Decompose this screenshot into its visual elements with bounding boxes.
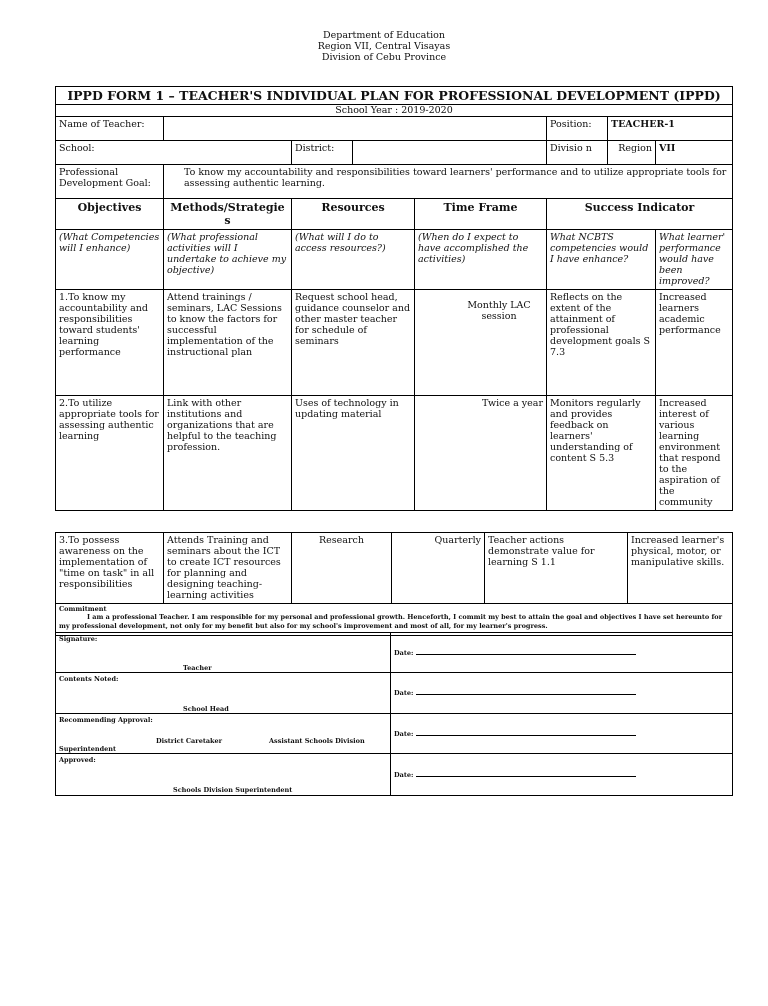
row3-objective: 3.To possess awareness on the implementation of "time on task" in all responsibilities xyxy=(56,533,164,604)
row3-learner: Increased learner's physical, motor, or manipulative skills. xyxy=(628,533,733,604)
row2-time: Twice a year xyxy=(415,396,547,511)
position-label: Position: xyxy=(547,117,608,141)
row3-time: Quarterly xyxy=(392,533,485,604)
prompt-ncbts: What NCBTS competencies would I have enhance? xyxy=(547,230,656,290)
prompt-objectives: (What Competencies will I enhance) xyxy=(56,230,164,290)
row1-learner: Increased learners academic performance xyxy=(656,290,733,396)
date-line[interactable] xyxy=(416,694,636,695)
school-label: School: xyxy=(56,141,292,165)
commitment-section xyxy=(56,604,733,636)
date-label: Date: xyxy=(394,689,414,697)
date-label: Date: xyxy=(394,648,414,657)
commitment-label: Commitment xyxy=(59,605,107,613)
col-resources: Resources xyxy=(292,199,415,230)
prompt-resources: (What will I do to access resources?) xyxy=(292,230,415,290)
col-objectives: Objectives xyxy=(56,199,164,230)
district-field[interactable] xyxy=(353,141,547,165)
signature-label: Signature: xyxy=(59,635,98,643)
region-label: Region xyxy=(608,141,656,165)
commitment-text: I am a professional Teacher. I am responsible for my personal and professional growth. Henceforth, I commit my best to attain the goal and objectives I have set hereunto for my professional development, not only for my benefit but also for my school's improvement and most of all, for my learner's progress. xyxy=(59,613,723,630)
recommending-label: Recommending Approval: xyxy=(59,716,153,724)
region-line: Region VII, Central Visayas xyxy=(317,41,451,52)
prompt-time-frame: (When do I expect to have accomplished the activities) xyxy=(415,230,547,290)
approved-cell xyxy=(56,754,391,796)
row2-ncbts: Monitors regularly and provides feedback on learners' understanding of content S 5.3 xyxy=(547,396,656,511)
district-label: District: xyxy=(292,141,353,165)
prompt-learner: What learner' performance would have been improved? xyxy=(656,230,733,290)
school-year: School Year : 2019-2020 xyxy=(56,105,733,117)
goal-label: Professional Development Goal: xyxy=(56,165,164,199)
name-field[interactable] xyxy=(164,117,547,141)
row3-ncbts: Teacher actions demonstrate value for learning S 1.1 xyxy=(485,533,628,604)
row3-method: Attends Training and seminars about the ICT to create ICT resources for planning and designing teaching-learning activities xyxy=(164,533,292,604)
row1-resource: Request school head, guidance counselor and other master teacher for schedule of seminars xyxy=(292,290,415,396)
superintendent-caption: Superintendent xyxy=(59,745,116,753)
table-row xyxy=(56,533,733,604)
position-field[interactable]: TEACHER-1 xyxy=(608,117,733,141)
row1-time: Monthly LAC session xyxy=(415,290,547,396)
department-line: Department of Education xyxy=(323,30,445,41)
sds-caption: Schools Division Superintendent xyxy=(173,786,293,794)
row1-method: Attend trainings / seminars, LAC Sessions to know the factors for successful implementation of the instructional plan xyxy=(164,290,292,396)
table-row xyxy=(56,290,733,396)
row2-objective: 2.To utilize appropriate tools for assessing authentic learning xyxy=(56,396,164,511)
date-cell-4 xyxy=(391,754,733,796)
division-label: Divisio n xyxy=(547,141,608,165)
contents-noted-cell xyxy=(56,673,391,714)
name-label: Name of Teacher: xyxy=(56,117,164,141)
asst-sds-caption: Assistant Schools Division xyxy=(269,737,365,745)
date-cell-3 xyxy=(391,714,733,754)
col-time-frame: Time Frame xyxy=(415,199,547,230)
district-caretaker-caption: District Caretaker xyxy=(156,737,223,745)
signature-cell xyxy=(56,633,391,673)
date-cell-2 xyxy=(391,673,733,714)
approved-label: Approved: xyxy=(59,756,96,764)
row2-learner: Increased interest of various learning environment that respond to the aspiration of the community xyxy=(656,396,733,511)
form-title: IPPD FORM 1 – TEACHER'S INDIVIDUAL PLAN FOR PROFESSIONAL DEVELOPMENT (IPPD) xyxy=(56,87,733,105)
date-label: Date: xyxy=(394,729,414,738)
division-line: Division of Cebu Province xyxy=(321,52,447,63)
col-success-indicator: Success Indicator xyxy=(547,199,733,230)
ippd-table-lower xyxy=(55,532,733,636)
goal-text: To know my accountability and responsibilities toward learners' performance and to utilize appropriate tools for assessing authentic learning. xyxy=(164,165,733,199)
teacher-caption: Teacher xyxy=(183,664,212,672)
col-methods: Methods/Strategie s xyxy=(164,199,292,230)
school-head-caption: School Head xyxy=(183,705,229,713)
date-label: Date: xyxy=(394,770,414,779)
prompt-methods: (What professional activities will I undertake to achieve my objective) xyxy=(164,230,292,290)
row3-resource: Research xyxy=(292,533,392,604)
signature-table xyxy=(55,632,733,796)
date-cell-1 xyxy=(391,633,733,673)
region-field[interactable]: VII xyxy=(656,141,733,165)
date-line[interactable] xyxy=(416,735,636,736)
date-line[interactable] xyxy=(416,654,636,655)
date-line[interactable] xyxy=(416,776,636,777)
row2-method: Link with other institutions and organizations that are helpful to the teaching profession. xyxy=(164,396,292,511)
row1-ncbts: Reflects on the extent of the attainment of professional development goals S 7.3 xyxy=(547,290,656,396)
table-row xyxy=(56,396,733,511)
row1-objective: 1.To know my accountability and responsibilities toward students' learning performance xyxy=(56,290,164,396)
ippd-table-upper xyxy=(55,86,733,511)
contents-noted-label: Contents Noted: xyxy=(59,675,119,683)
recommending-cell xyxy=(56,714,391,754)
row2-resource: Uses of technology in updating material xyxy=(292,396,415,511)
document-header xyxy=(0,30,768,63)
